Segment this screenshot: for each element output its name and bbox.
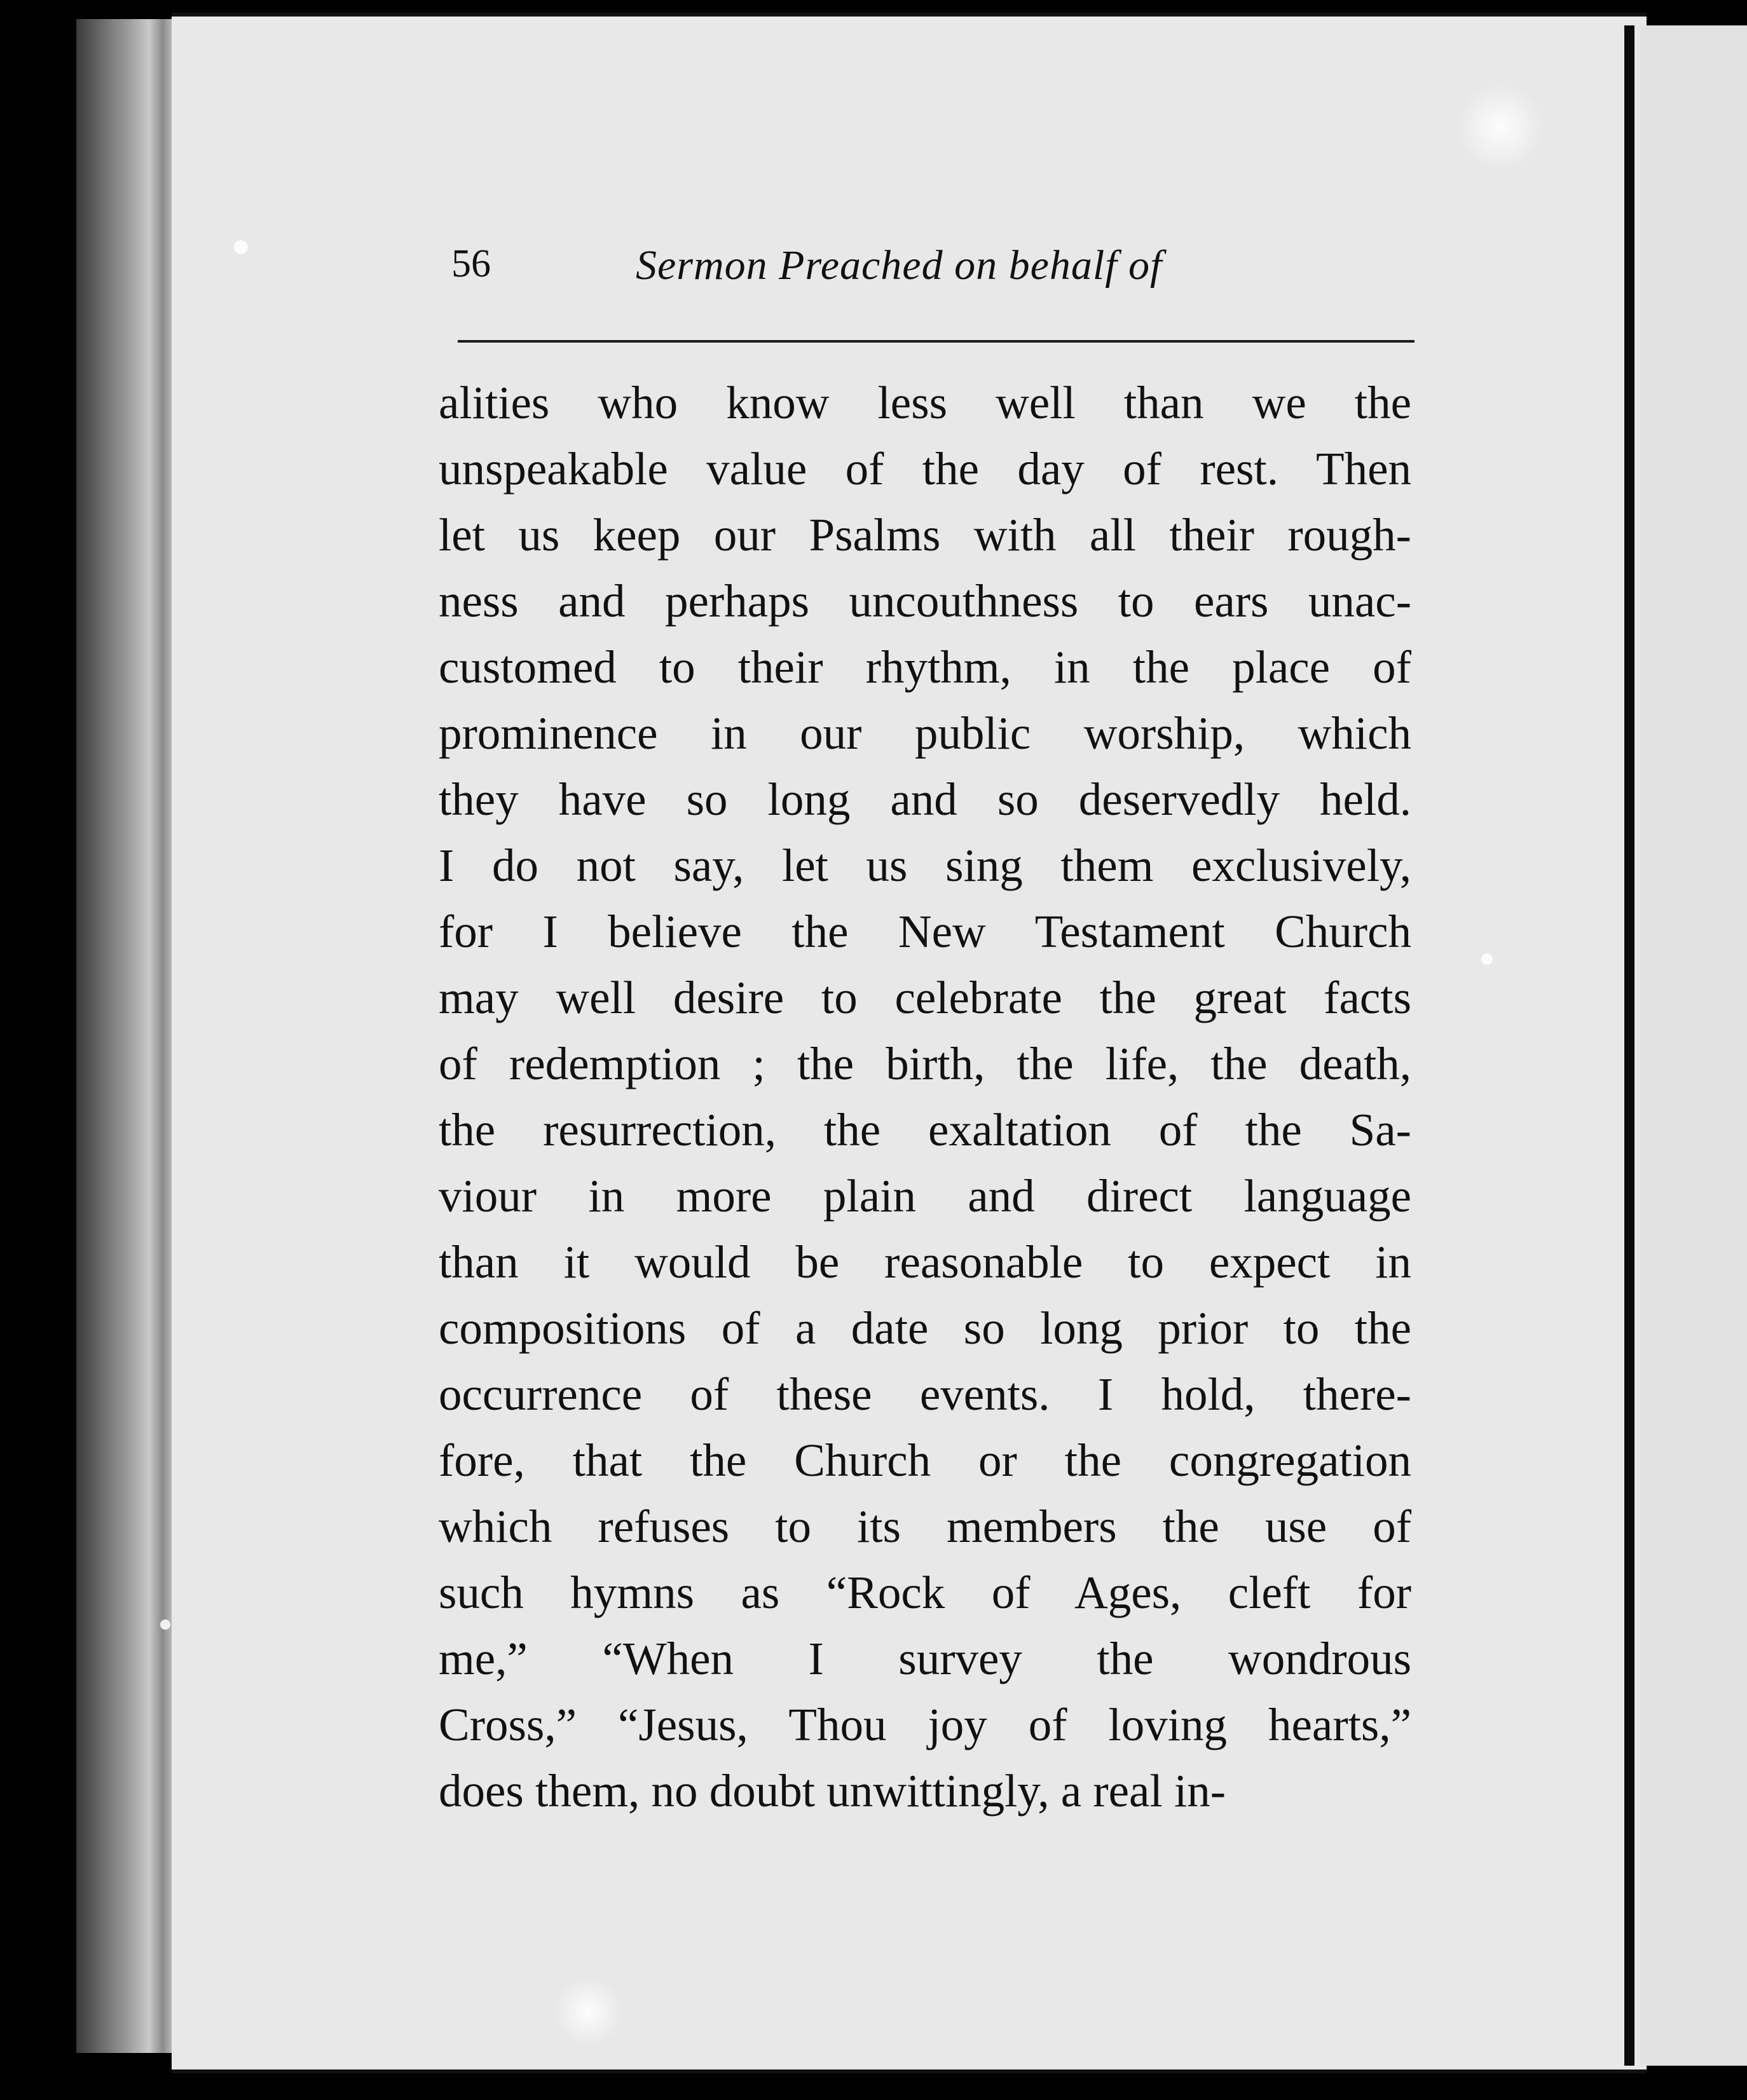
- text-line: unspeakable value of the day of rest. Then: [439, 443, 1411, 494]
- text-line: customed to their rhythm, in the place of: [439, 641, 1411, 693]
- dust-speck: [1481, 953, 1493, 965]
- text-line: prominence in our public worship, which: [439, 707, 1411, 759]
- text-line: for I believe the New Testament Church: [439, 906, 1411, 957]
- page-gutter: [1624, 25, 1634, 2066]
- header-rule: [458, 340, 1415, 343]
- dust-speck: [160, 1619, 170, 1630]
- text-line: such hymns as “Rock of Ages, cleft for: [439, 1567, 1411, 1618]
- text-line: they have so long and so deservedly held.: [439, 774, 1411, 825]
- text-line: the resurrection, the exaltation of the Sa-: [439, 1104, 1411, 1156]
- book-fore-edge: [76, 19, 178, 2053]
- scan-glare: [1456, 83, 1545, 172]
- page-header: [451, 236, 1418, 306]
- text-line: let us keep our Psalms with all their rough-: [439, 509, 1411, 561]
- text-line: occurrence of these events. I hold, there-: [439, 1368, 1411, 1420]
- text-line: alities who know less well than we the: [439, 377, 1411, 428]
- text-line: compositions of a date so long prior to the: [439, 1302, 1411, 1354]
- text-line: does them, no doubt unwittingly, a real in-: [439, 1765, 1226, 1817]
- text-line: viour in more plain and direct language: [439, 1170, 1411, 1222]
- text-line: of redemption ; the birth, the life, the death,: [439, 1038, 1411, 1089]
- scan-glare: [553, 1977, 623, 2047]
- text-line: than it would be reasonable to expect in: [439, 1236, 1411, 1288]
- text-line: fore, that the Church or the congregation: [439, 1435, 1411, 1486]
- text-line: ness and perhaps uncouthness to ears unac-: [439, 575, 1411, 627]
- text-line: which refuses to its members the use of: [439, 1501, 1411, 1552]
- body-text: [439, 370, 1411, 1824]
- text-line: Cross,” “Jesus, Thou joy of loving hearts,”: [439, 1699, 1411, 1750]
- text-line: me,” “When I survey the wondrous: [439, 1633, 1411, 1684]
- running-head: Sermon Preached on behalf of: [636, 242, 1163, 289]
- page-number: 56: [451, 242, 491, 285]
- facing-page-edge: [1640, 25, 1747, 2066]
- dust-speck: [234, 240, 248, 254]
- text-line: I do not say, let us sing them exclusively,: [439, 840, 1411, 891]
- text-line: may well desire to celebrate the great facts: [439, 972, 1411, 1023]
